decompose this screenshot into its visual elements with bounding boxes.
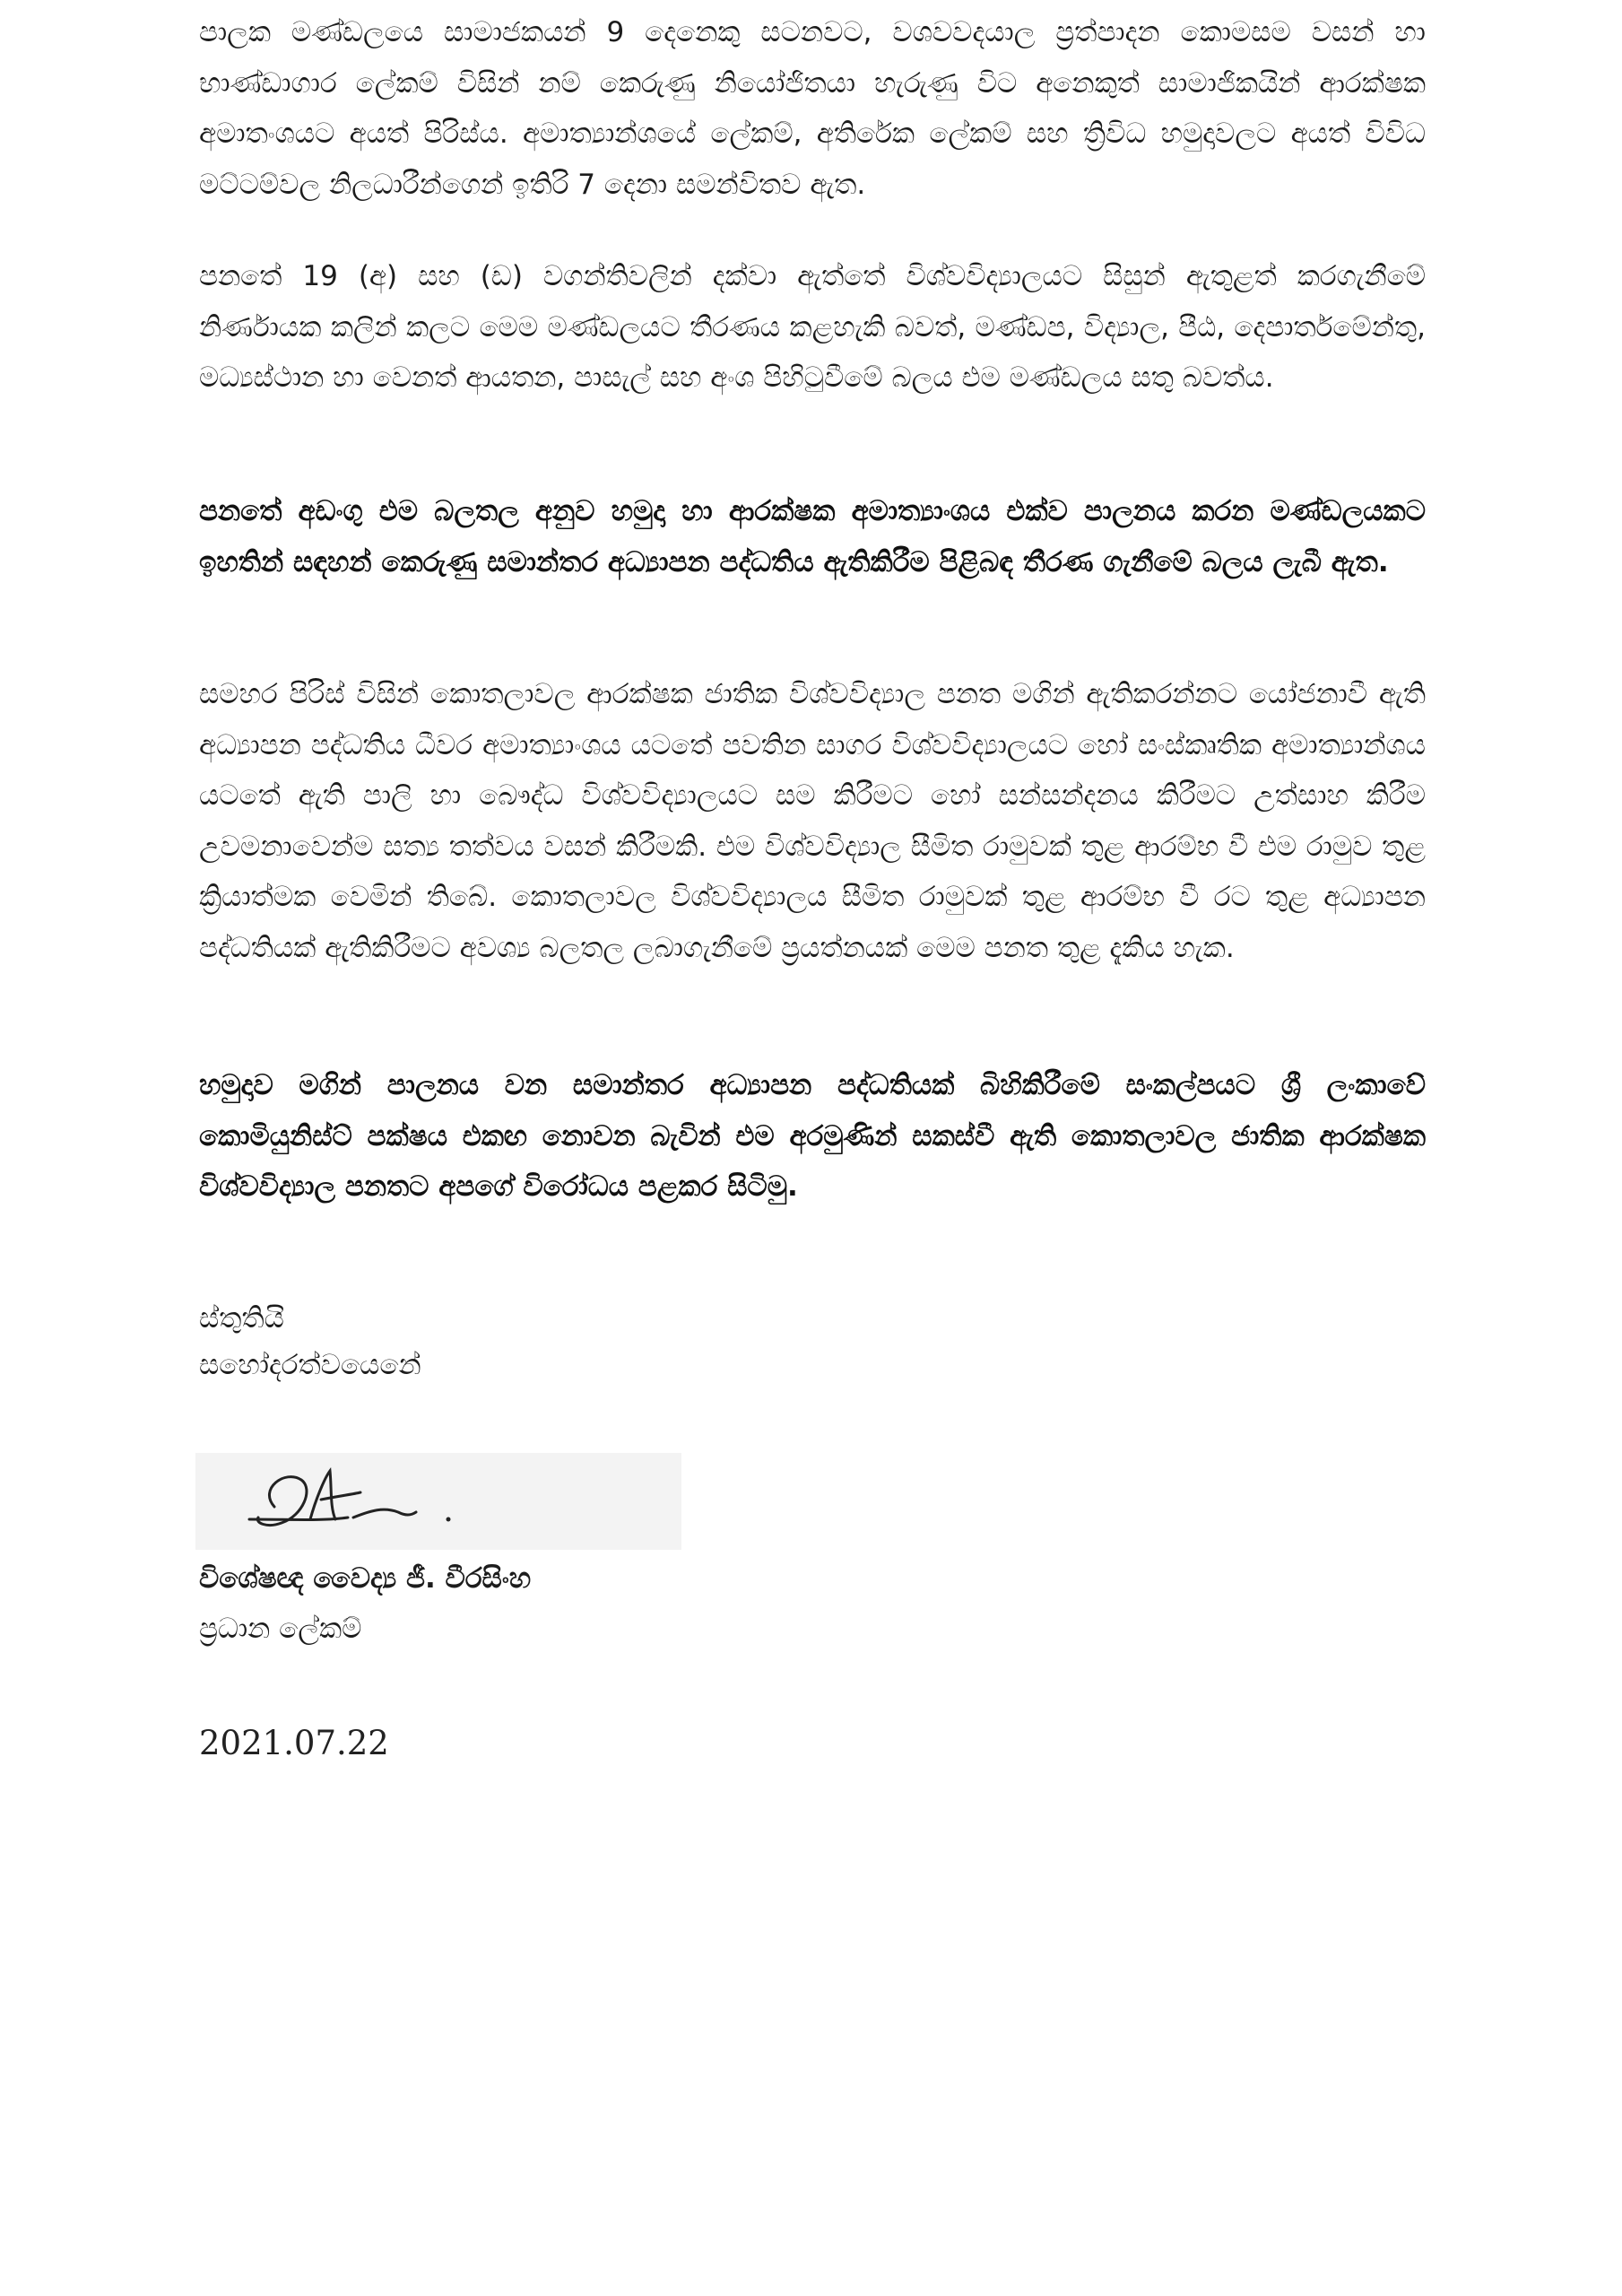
signature-image (195, 1453, 681, 1550)
body-paragraph-2: පනතේ 19 (අ) සහ (ඩ) වගන්තිවලින් දක්වා ඇත්තේ විශ්වවිද්‍යාලයට සිසුන් ඇතුළත් කරගැනීමේ නිර්ණායක කලින් කලට මෙම මණ්ඩලයට තීරණය කළහැකි බවත්, මණ්ඩප, විද්‍යාල, පීඨ, දෙපාර්තමේන්තු, මධ්‍යස්ථාන හා වෙනත් ආයතන, පාසැල් සහ අංශ පිහිටුවීමේ බලය එම මණ්ඩලය සතු බවත්ය. (199, 260, 1426, 394)
salutation-line: සහෝදරත්වයෙනේ (199, 1349, 421, 1381)
closing-line: ස්තුතියි (199, 1302, 284, 1335)
signer-title: ප්‍රධාන ලේකම් (199, 1613, 362, 1645)
letter-date: 2021.07.22 (199, 1724, 389, 1762)
signer-name: විශේෂඥ වෛද්‍ය ජී. වීරසිංහ (199, 1562, 532, 1595)
body-paragraph-1: පාලක මණ්ඩලයෙ සාමාජකයන් 9 දෙනෙකු සටනවට, වශවවදයාල ප්‍රත්පාදන කොමසම වසන් හා භාණ්ඩාගාර ලේකම් විසින් නම් කෙරුණු නියෝජිතයා හැරුණු විට අනෙකුත් සාමාජිකයින් ආරක්ෂක අමාතංශයට අයත් පිරිස්ය. අමාත්‍යාන්ශයේ ලේකම්, අතිරේක ලේකම් සහ ත්‍රිවිධ හමුදාවලට අයත් විවිධ මට්ටම්වල නිලධාරීන්ගෙන් ඉතිරි 7 දෙනා සමන්විතව ඇත. (199, 16, 1426, 201)
body-paragraph-3-bold: පනතේ අඩංගු එම බලතල අනුව හමුදා හා ආරක්ෂක අමාත්‍යාංශය එක්ව පාලනය කරන මණ්ඩලයකට ඉහතින් සඳහන් කෙරුණු සමාන්තර අධ්‍යාපන පද්ධතිය ඇතිකිරීම පිළිබඳ තීරණ ගැනීමේ බලය ලැබී ඇත. (199, 495, 1426, 578)
handwritten-signature (195, 1453, 681, 1550)
body-paragraph-5-bold: හමුදාව මගින් පාලනය වන සමාන්තර අධ්‍යාපන පද්ධතියක් බිහිකිරීමේ සංකල්පයට ශ්‍රී ලංකාවේ කොමියුනිස්ට් පක්ෂය එකඟ නොවන බැවින් එම අරමුණින් සකස්වී ඇති කොතලාවල ජාතික ආරක්ෂක විශ්වවිද්‍යාල පනතට අපගේ විරෝධය පළකර සිටිමු. (199, 1069, 1426, 1203)
body-paragraph-4: සමහර පිරිස් විසින් කොතලාවල ආරක්ෂක ජාතික විශ්වවිද්‍යාල පනත මගින් ඇතිකරන්නට යෝජනාවී ඇති අධ්‍යාපන පද්ධතිය ධීවර අමාත්‍යාංශය යටතේ පවතින සාගර විශ්වවිද්‍යාලයට හෝ සංස්කෘතික අමාත්‍යාන්ශය යටතේ ඇති පාලි හා බෞද්ධ විශ්වවිද්‍යාලයට සම කිරීමට හෝ සන්සන්දනය කිරීමට උත්සාහ කිරීම උවමනාවෙන්ම සත්‍ය තත්වය වසන් කිරීමකි. එම විශ්වවිද්‍යාල සීමිත රාමුවක් තුළ ආරම්භ වී එම රාමුව තුළ ක්‍රියාත්මක වෙමින් තිබේ. කොතලාවල විශ්වවිද්‍යාලය සීමිත රාමුවක් තුළ ආරම්භ වී රට තුළ අධ්‍යාපන පද්ධතියක් ඇතිකිරීමට අවශ්‍ය බලතල ලබාගැනීමේ ප්‍රයත්නයක් මෙම පනත තුළ දැකිය හැක. (199, 678, 1426, 964)
